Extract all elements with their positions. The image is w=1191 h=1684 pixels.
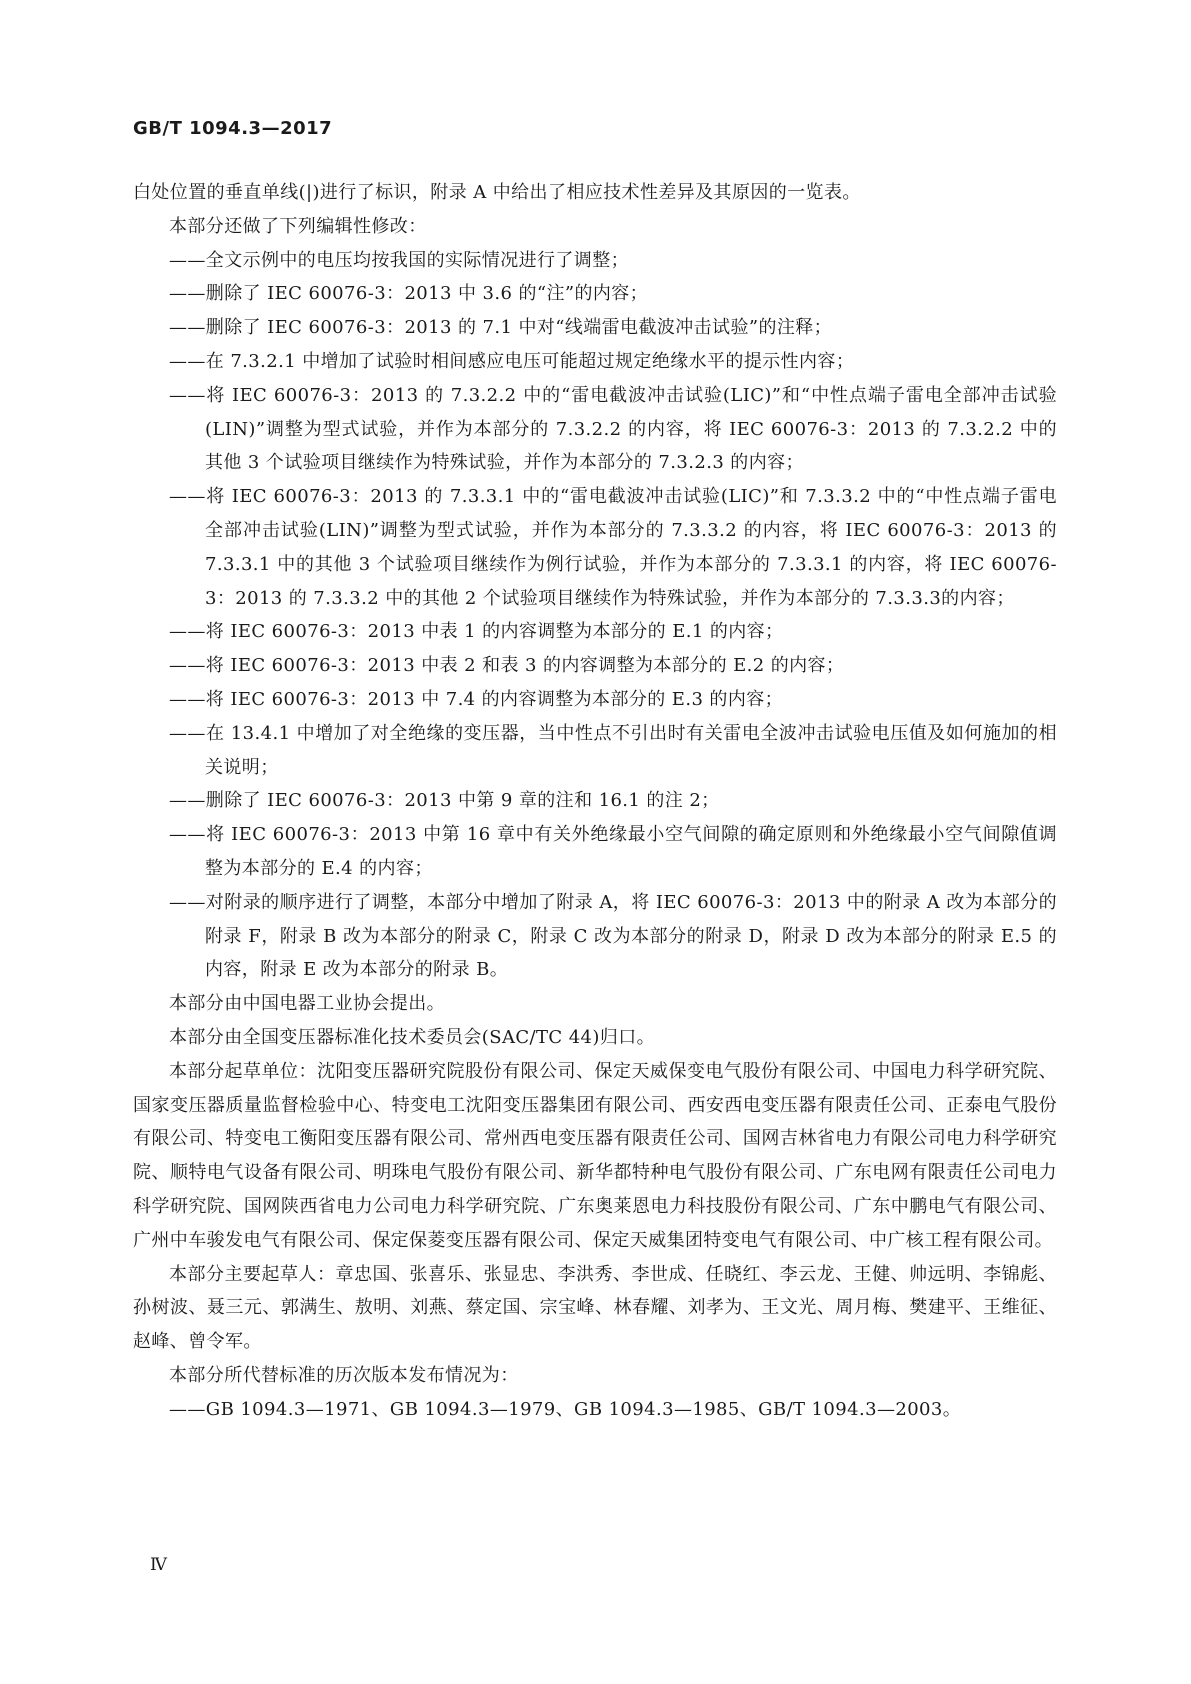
list-item: ——将 IEC 60076-3：2013 的 7.3.3.1 中的“雷电截波冲击试验(LIC)”和 7.3.3.2 中的“中性点端子雷电全部冲击试验(LIN)”调整为型式试验，并作为本部分的 7.3.3.2 的内容，将 IEC 60076-3：2013 的 7.3.3.1 中的其他 3 个试验项目继续作为例行试验，并作为本部分的 7.3.3.1 的内容，将 IEC 60076-3：2013 的 7.3.3.2 中的其他 2 个试验项目继续作为特殊试验，并作为本部分的 7.3.3.3的内容； (169, 486, 1057, 609)
list-item: ——在 13.4.1 中增加了对全绝缘的变压器，当中性点不引出时有关雷电全波冲击试验电压值及如何施加的相关说明； (169, 722, 1057, 778)
list-item: ——将 IEC 60076-3：2013 中表 2 和表 3 的内容调整为本部分的 E.2 的内容； (169, 655, 845, 677)
paragraph: 本部分所代替标准的历次版本发布情况为： (169, 1364, 519, 1386)
list-item: ——将 IEC 60076-3：2013 中表 1 的内容调整为本部分的 E.1 的内容； (169, 621, 784, 643)
list-item: ——在 7.3.2.1 中增加了试验时相间感应电压可能超过规定绝缘水平的提示性内容； (169, 350, 855, 372)
paragraph: 本部分主要起草人：章忠国、张喜乐、张显忠、李洪秀、李世成、任晓红、李云龙、王健、帅远明、李锦彪、孙树波、聂三元、郭满生、敖明、刘燕、蔡定国、宗宝峰、林春耀、刘孝为、王文光、周月梅、樊建平、王维征、赵峰、曾令军。 (133, 1263, 1057, 1353)
list-item: ——删除了 IEC 60076-3：2013 中 3.6 的“注”的内容； (169, 283, 649, 305)
document-body (133, 176, 1057, 1426)
list-item: ——对附录的顺序进行了调整，本部分中增加了附录 A，将 IEC 60076-3：2013 中的附录 A 改为本部分的附录 F，附录 B 改为本部分的附录 C，附录 C 改为本部分的附录 D，附录 D 改为本部分的附录 E.5 的内容，附录 E 改为本部分的附录 B。 (169, 891, 1057, 981)
list-item: ——将 IEC 60076-3：2013 中 7.4 的内容调整为本部分的 E.3 的内容； (169, 688, 784, 710)
list-item: ——全文示例中的电压均按我国的实际情况进行了调整； (169, 249, 629, 271)
page-number: Ⅳ (150, 1555, 167, 1575)
list-item: ——GB 1094.3—1971、GB 1094.3—1979、GB 1094.3—1985、GB/T 1094.3—2003。 (169, 1398, 962, 1420)
paragraph: 本部分还做了下列编辑性修改： (169, 215, 427, 237)
list-item: ——将 IEC 60076-3：2013 中第 16 章中有关外绝缘最小空气间隙的确定原则和外绝缘最小空气间隙值调整为本部分的 E.4 的内容； (169, 824, 1057, 879)
paragraph: 本部分由全国变压器标准化技术委员会(SAC/TC 44)归口。 (169, 1026, 656, 1048)
paragraph: 白处位置的垂直单线(|)进行了标识，附录 A 中给出了相应技术性差异及其原因的一览表。 (133, 182, 861, 203)
paragraph: 本部分由中国电器工业协会提出。 (169, 993, 445, 1015)
list-item: ——将 IEC 60076-3：2013 的 7.3.2.2 中的“雷电截波冲击试验(LIC)”和“中性点端子雷电全部冲击试验(LIN)”调整为型式试验，并作为本部分的 7.3.2.2 的内容，将 IEC 60076-3：2013 的 7.3.2.2 中的其他 3 个试验项目继续作为特殊试验，并作为本部分的 7.3.2.3 的内容； (169, 384, 1057, 474)
list-item: ——删除了 IEC 60076-3：2013 的 7.1 中对“线端雷电截波冲击试验”的注释； (169, 317, 833, 339)
paragraph: 本部分起草单位：沈阳变压器研究院股份有限公司、保定天威保变电气股份有限公司、中国电力科学研究院、国家变压器质量监督检验中心、特变电工沈阳变压器集团有限公司、西安西电变压器有限责任公司、正泰电气股份有限公司、特变电工衡阳变压器有限公司、常州西电变压器有限责任公司、国网吉林省电力有限公司电力科学研究院、顺特电气设备有限公司、明珠电气股份有限公司、新华都特种电气股份有限公司、广东电网有限责任公司电力科学研究院、国网陕西省电力公司电力科学研究院、广东奥莱恩电力科技股份有限公司、广东中鹏电气有限公司、广州中车骏发电气有限公司、保定保菱变压器有限公司、保定天威集团特变电气有限公司、中广核工程有限公司。 (133, 1060, 1057, 1251)
list-item: ——删除了 IEC 60076-3：2013 中第 9 章的注和 16.1 的注 2； (169, 790, 720, 812)
standard-number-header: GB/T 1094.3—2017 (133, 118, 333, 139)
